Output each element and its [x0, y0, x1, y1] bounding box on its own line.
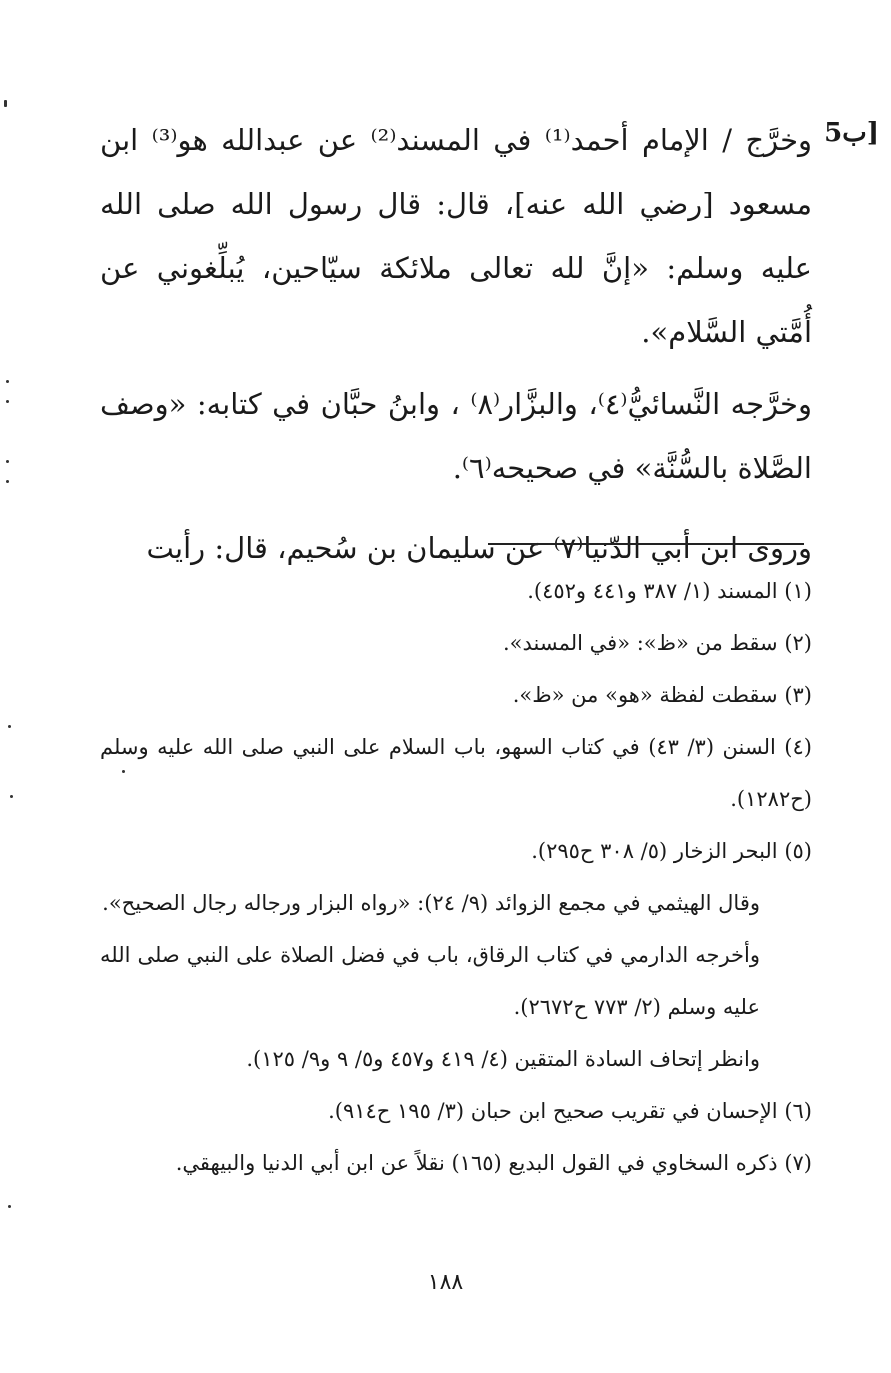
- footnote-2: (٢) سقط من «ظ»: «في المسند».: [502, 631, 812, 655]
- footnote-5-haythami: وقال الهيثمي في مجمع الزوائد (٩/ ٢٤): «رواه البزار ورجاله رجال الصحيح».: [102, 891, 760, 915]
- scan-speck: [8, 725, 11, 728]
- scan-speck: [6, 460, 9, 463]
- scan-speck: [122, 770, 125, 773]
- paragraph-2: وخرَّجه النَّسائيُّ⁽٤⁾، والبزَّار⁽٨⁾ ، وابنُ حبَّان في كتابه: «وصف الصَّلاة بالسُّنَّة» في صحيحه⁽٦⁾.: [100, 387, 812, 485]
- scan-speck: [6, 400, 9, 403]
- footnote-7: (٧) ذكره السخاوي في القول البديع (١٦٥) نقلاً عن ابن أبي الدنيا والبيهقي.: [175, 1151, 812, 1175]
- scan-speck: [6, 480, 9, 483]
- main-text: [100, 108, 812, 580]
- scan-speck: [10, 795, 13, 798]
- footnote-3: (٣) سقطت لفظة «هو» من «ظ».: [512, 683, 812, 707]
- margin-folio-note: 5ب]: [824, 118, 879, 148]
- paragraph-3: وروى ابن أبي الدّنيا⁽٧⁾ عن سليمان بن سُحيم، قال: رأيت: [146, 531, 812, 565]
- footnote-5: (٥) البحر الزخار (٥/ ٣٠٨ ح٢٩٥).: [531, 839, 812, 863]
- scan-speck: [6, 380, 9, 383]
- footnote-5-darimi: وأخرجه الدارمي في كتاب الرقاق، باب في فضل الصلاة على النبي صلى الله عليه وسلم (٢/ ٧٧٣ ح٢٦٧٢).: [100, 943, 760, 1019]
- footnote-5-ithaf: وانظر إتحاف السادة المتقين (٤/ ٤١٩ و٤٥٧ و٥/ ٩ و٩/ ١٢٥).: [246, 1047, 760, 1071]
- scan-speck: [4, 100, 7, 107]
- footnotes: [100, 565, 812, 1189]
- footnote-6: (٦) الإحسان في تقريب صحيح ابن حبان (٣/ ١٩٥ ح٩١٤).: [328, 1099, 812, 1123]
- footnote-4: (٤) السنن (٣/ ٤٣) في كتاب السهو، باب السلام على النبي صلى الله عليه وسلم (ح١٢٨٢).: [100, 735, 812, 811]
- page-number: ١٨٨: [427, 1270, 464, 1295]
- footnote-separator: [488, 543, 804, 545]
- footnote-1: (١) المسند (١/ ٣٨٧ و٤٤١ و٤٥٢).: [527, 579, 812, 603]
- scan-speck: [8, 1205, 11, 1208]
- paragraph-1: وخرَّج / الإمام أحمد⁽¹⁾ في المسند⁽²⁾ عن عبدالله هو⁽³⁾ ابن مسعود [رضي الله عنه]، قال: قال رسول الله صلى الله عليه وسلم: «إنَّ لله تعالى ملائكة سيّاحين، يُبلِّغوني عن أُمَّتي السَّلام».: [100, 123, 813, 349]
